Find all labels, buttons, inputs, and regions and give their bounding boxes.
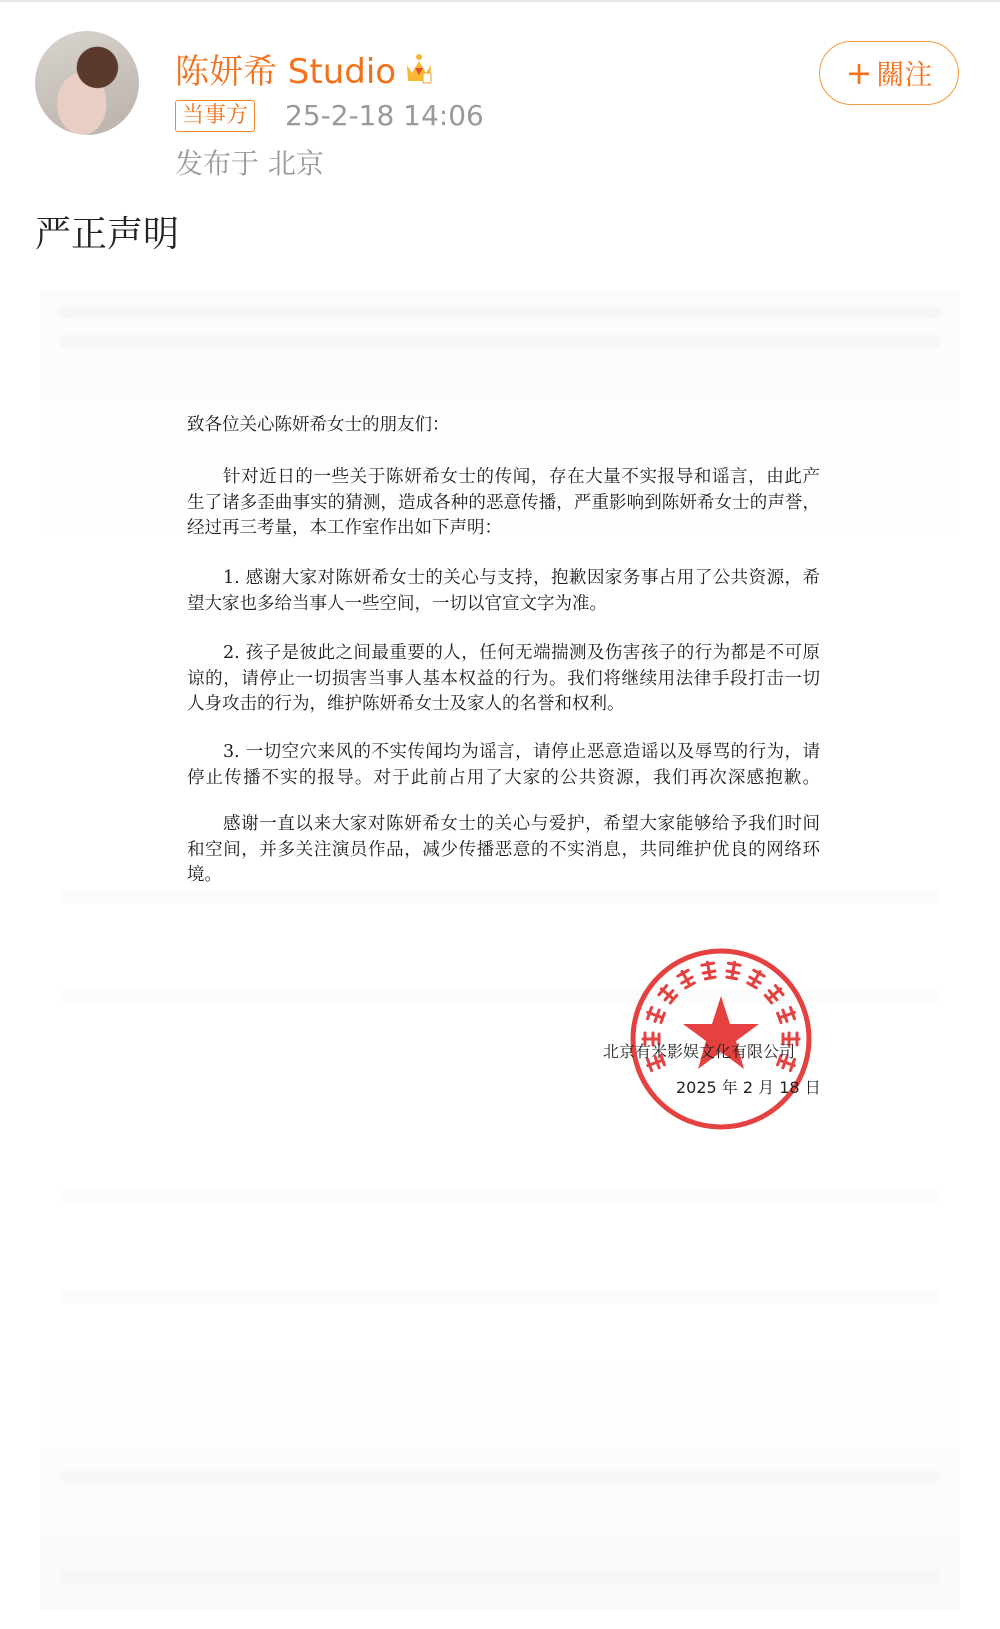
post-timestamp: 25-2-18 14:06 xyxy=(285,99,484,132)
seal-glyph xyxy=(677,968,695,988)
avatar[interactable] xyxy=(35,31,139,135)
post-title: 严正声明 xyxy=(35,214,180,255)
letter-line: 3. 一切空穴来风的不实传闻均为谣言，请停止恶意造谣以及辱骂的行为，请 xyxy=(223,742,820,762)
follow-label: 關注 xyxy=(876,58,933,91)
crown-icon xyxy=(404,53,434,85)
letter-paragraph-closing xyxy=(187,812,820,889)
seal-glyph xyxy=(747,968,765,988)
seal-glyph xyxy=(777,1007,796,1024)
letter-line: 致各位关心陈妍希女士的朋友们： xyxy=(187,415,450,435)
letter-line: 谅的，请停止一切损害当事人基本权益的行为。我们将继续用法律手段打击一切 xyxy=(187,668,820,689)
letter-line: 境。 xyxy=(187,865,222,885)
letter-line: 经过再三考量，本工作室作出如下声明： xyxy=(187,518,502,538)
party-badge: 当事方 xyxy=(175,100,255,132)
author-name-row[interactable] xyxy=(175,44,434,93)
letter-signature: 北京有米影娱文化有限公司 xyxy=(603,1042,796,1061)
seal-glyph xyxy=(657,984,677,1003)
letter-line: 针对近日的一些关于陈妍希女士的传闻，存在大量不实报导和谣言，由此产 xyxy=(223,467,820,487)
seal-glyph xyxy=(646,1007,665,1024)
seal-glyph xyxy=(702,961,717,979)
letter-line: 2. 孩子是彼此之间最重要的人，任何无端揣测及伤害孩子的行为都是不可原 xyxy=(223,643,820,663)
follow-button[interactable] xyxy=(819,41,959,105)
letter-line: 生了诸多歪曲事实的猜测，造成各种的恶意传播，严重影响到陈妍希女士的声誉， xyxy=(187,492,820,513)
letter-line: 1. 感谢大家对陈妍希女士的关心与支持，抱歉因家务事占用了公共资源，希 xyxy=(223,568,820,588)
letter-date: 2025 年 2 月 18 日 xyxy=(676,1078,821,1097)
letter-paragraph-1 xyxy=(187,566,820,617)
plus-icon: + xyxy=(845,54,873,92)
letter-paragraph-intro xyxy=(187,465,820,542)
author-name[interactable]: 陈妍希 Studio xyxy=(175,52,397,92)
top-divider xyxy=(0,0,1000,2)
letter-line: 感谢一直以来大家对陈妍希女士的关心与爱护，希望大家能够给予我们时间 xyxy=(223,814,820,834)
post-location: 发布于 北京 xyxy=(175,147,324,180)
letter-line: 人身攻击的行为，维护陈妍希女士及家人的名誉和权利。 xyxy=(187,694,625,714)
seal-glyph xyxy=(765,984,785,1003)
letter-line: 停止传播不实的报导。对于此前占用了大家的公共资源，我们再次深感抱歉。 xyxy=(187,767,820,788)
letter-line: 和空间，并多关注演员作品，减少传播恶意的不实消息，共同维护优良的网络环 xyxy=(187,839,820,860)
seal-glyph xyxy=(726,961,741,979)
letter-greeting xyxy=(187,413,820,439)
letter-paragraph-3 xyxy=(187,740,820,791)
letter-paragraph-2 xyxy=(187,641,820,718)
letter-line: 望大家也多给当事人一些空间，一切以官宣文字为准。 xyxy=(187,593,607,614)
